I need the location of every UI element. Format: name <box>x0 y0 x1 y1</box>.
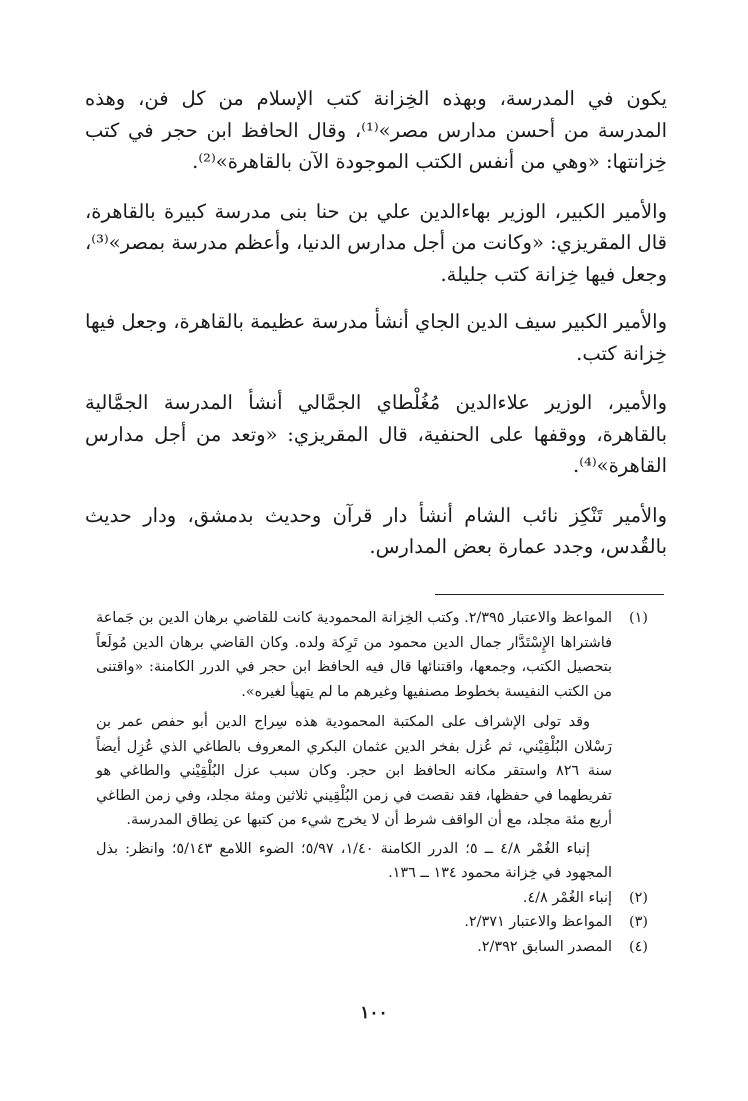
paragraph: والأمير، الوزير علاءالدين مُغُلْطاي الجمَّالي أنشأ المدرسة الجمَّالية بالقاهرة، ووقفها على الحنفية، قال المقريزي: «وتعد من أجل مدارس القاهرة»⁽⁴⁾. <box>85 391 667 477</box>
footnote-number: (١) <box>629 610 648 626</box>
footnote-text: وقد تولى الإشراف على المكتبة المحمودية هذه سِراج الدين أبو حفص عمر بن رَسْلان البُلْقِيْني، ثم عُزل بفخر الدين عثمان البكري المعروف بالطاغي الذي عُزِل أيضاً سنة ٨٢٦ واستقر مكانه الحافظ ابن حجر. وكان سبب عزل البُلْقِيْني والطاغي هو تفريطهما في حفظها، فقد نقصت في زمن البُلْقِيني ثلاثين ومئة مجلد، وفي زمن الطاغي أربع مئة مجلد، مع أن الواقف شرط أن لا يخرج شيء من كتبها عن نِطاق المدرسة. <box>96 714 612 828</box>
footnote <box>96 886 648 911</box>
footnote-text: إنباء الغُمْر ٤/٨ ــ ٥؛ الدرر الكامنة ١/٤٠، ٥/٩٧؛ الضوء اللامع ٥/١٤٣؛ وانظر: بذل المجهود في خِزانة محمود ١٣٤ ــ ١٣٦. <box>96 840 612 881</box>
footnote-text: المواعظ والاعتبار ٢/٣٩٥. وكتب الخِزانة المحمودية كانت للقاضي برهان الدين بن جَماعة فاشتراها الإِسْتَدَّار جمال الدين محمود من تَرِكة ولده. وكان القاضي برهان الدين مُولَعاً بتحصيل الكتب، وجمعها، واقتنائها قال فيه الحافظ ابن حجر في الدرر الكامنة: «واقتنى من الكتب النفيسة بخطوط مصنفيها وغيرهم ما لم يتهيأ لغيره». <box>96 610 612 700</box>
footnote-number: (٢) <box>629 889 648 906</box>
footnote <box>96 606 648 886</box>
footnote <box>96 910 648 935</box>
main-text <box>85 83 667 581</box>
footnote-text: إنباء الغُمْر ٤/٨. <box>522 889 612 906</box>
footnotes <box>96 606 648 959</box>
footnote-body <box>96 606 612 886</box>
footnote-separator <box>435 594 664 595</box>
paragraph: والأمير الكبير، الوزير بهاءالدين علي بن حنا بنى مدرسة كبيرة بالقاهرة، قال المقريزي: «وكانت من أجل مدارس الدنيا، وأعظم مدرسة بمصر»⁽³⁾، وجعل فيها خِزانة كتب جليلة. <box>85 199 667 286</box>
paragraph: والأمير تَنْكِز نائب الشام أنشأ دار قرآن وحديث بدمشق، ودار حديث بالقُدس، وجدد عمارة بعض المدارس. <box>85 503 667 558</box>
page-number: ١٠٠ <box>360 1003 388 1023</box>
paragraph: يكون في المدرسة، وبهذه الخِزانة كتب الإسلام من كل فن، وهذه المدرسة من أحسن مدارس مصر»⁽¹⁾، وقال الحافظ ابن حجر في كتب خِزانتها: «وهي من أنفس الكتب الموجودة الآن بالقاهرة»⁽²⁾. <box>85 87 667 173</box>
footnote-text: المواعظ والاعتبار ٢/٣٧١. <box>464 914 612 930</box>
footnote <box>96 935 648 960</box>
footnote-number: (٤) <box>629 938 648 955</box>
paragraph: والأمير الكبير سيف الدين الجاي أنشأ مدرسة عظيمة بالقاهرة، وجعل فيها خِزانة كتب. <box>85 310 667 365</box>
footnote-number: (٣) <box>629 914 648 930</box>
footnote-text: المصدر السابق ٢/٣٩٢. <box>477 938 612 955</box>
